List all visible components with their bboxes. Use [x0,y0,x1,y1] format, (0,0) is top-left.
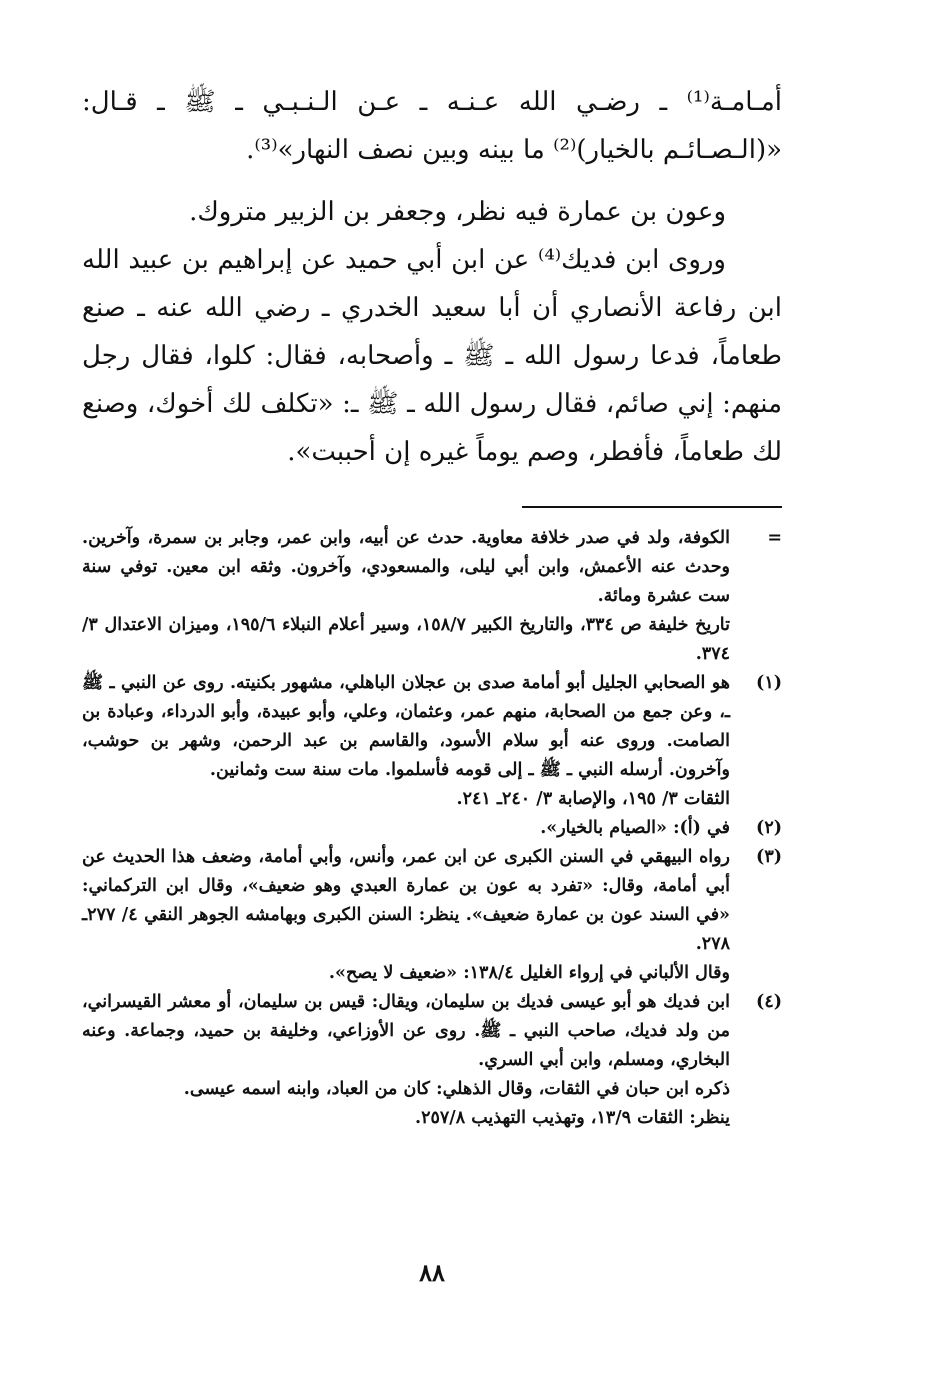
footnote-line: تاريخ خليفة ص ٣٣٤، والتاريخ الكبير ١٥٨/٧، وسير أعلام النبلاء ١٩٥/٦، وميزان الاعتدال ٣/ ٣٧٤. [82,615,731,664]
footnote-4 [82,988,782,1133]
footnote-line: رواه البيهقي في السنن الكبرى عن ابن عمر، وأنس، وأبي أمامة، وضعف هذا الحديث عن أبي أمامة، وقال: «تفرد به عون بن عمارة العبدي وهو ضعيف»، وقال ابن التركماني: «في السند عون بن عمارة ضعيف». ينظر: السنن الكبرى وبهامشه الجوهر النقي ٤/ ٢٧٧ـ ٢٧٨. [82,847,730,954]
page-number: ٨٨ [419,1258,445,1287]
footnote-body [82,843,730,988]
footnote-marker: (١) [756,673,782,693]
footnote-body [82,988,730,1133]
footnote-marker: = [767,528,782,548]
footnotes [82,524,782,1133]
footnote-line: وقال الألباني في إرواء الغليل ١٣٨/٤: «ضعيف لا يصح». [328,963,730,983]
footnote-divider [522,506,782,508]
footnote-marker: (٤) [756,992,782,1012]
main-paragraph-3: وروى ابن فديك⁽⁴⁾ عن ابن أبي حميد عن إبراهيم بن عبيد الله ابن رفاعة الأنصاري أن أبا سعيد الخدري ـ رضي الله عنه ـ صنع طعاماً، فدعا رسول الله ـ ﷺ ـ وأصحابه، فقال: كلوا، فقال رجل منهم: إني صائم، فقال رسول الله ـ ﷺ ـ: «تكلف لك أخوك، وصنع لك طعاماً، فأفطر، وصم يوماً غيره إن أحببت». [82,245,782,467]
footnote-body [82,814,730,843]
footnote-body [82,524,730,669]
footnote-body [82,669,730,814]
main-paragraph-1: أمـامـة⁽¹⁾ ـ رضـي الله عـنـه ـ عـن الـنـبـي ـ ﷺ ـ قـال: «(الـصـائـم بالخيار)⁽²⁾ ما بينه وبين نصف النهار»⁽³⁾. [82,87,782,165]
main-paragraph-2: وعون بن عمارة فيه نظر، وجعفر بن الزبير متروك. [189,197,726,227]
footnote-1 [82,669,782,814]
book-page [82,78,782,1318]
footnote-line: الكوفة، ولد في صدر خلافة معاوية. حدث عن أبيه، وابن عمر، وجابر بن سمرة، وآخرين. وحدث عنه الأعمش، وابن أبي ليلى، والمسعودي، وآخرون. وثقه ابن معين. توفي سنة ست عشرة ومائة. [82,528,730,606]
footnote-line: الثقات ٣/ ١٩٥، والإصابة ٣/ ٢٤٠ـ ٢٤١. [456,789,730,809]
footnote-marker: (٣) [756,847,782,867]
footnote-line: هو الصحابي الجليل أبو أمامة صدى بن عجلان الباهلي، مشهور بكنيته. روى عن النبي ـ ﷺ ـ، وعن جمع من الصحابة، منهم عمر، وعثمان، وعلي، وأبو عبيدة، وأبو الدرداء، وعبادة بن الصامت. وروى عنه أبو سلام الأسود، والقاسم بن عبد الرحمن، وشهر بن حوشب، وآخرون. أرسله النبي ـ ﷺ ـ إلى قومه فأسلموا. مات سنة ست وثمانين. [82,673,730,780]
footnote-line: ينظر: الثقات ١٣/٩، وتهذيب التهذيب ٢٥٧/٨. [415,1108,730,1128]
footnote-continuation [82,524,782,669]
footnote-marker: (٢) [756,818,782,838]
footnote-line: ذكره ابن حبان في الثقات، وقال الذهلي: كان من العباد، وابنه اسمه عيسى. [183,1079,730,1099]
main-text [82,78,782,476]
footnote-line: ابن فديك هو أبو عيسى فديك بن سليمان، ويقال: قيس بن سليمان، أو معشر القيسراني، من ولد فديك، صاحب النبي ـ ﷺ. روى عن الأوزاعي، وخليفة بن حميد، وجماعة. وعنه البخاري، ومسلم، وابن أبي السري. [82,992,730,1070]
footnote-line: في (أ): «الصيام بالخيار». [540,818,730,838]
footnote-2 [82,814,782,843]
footnote-3 [82,843,782,988]
